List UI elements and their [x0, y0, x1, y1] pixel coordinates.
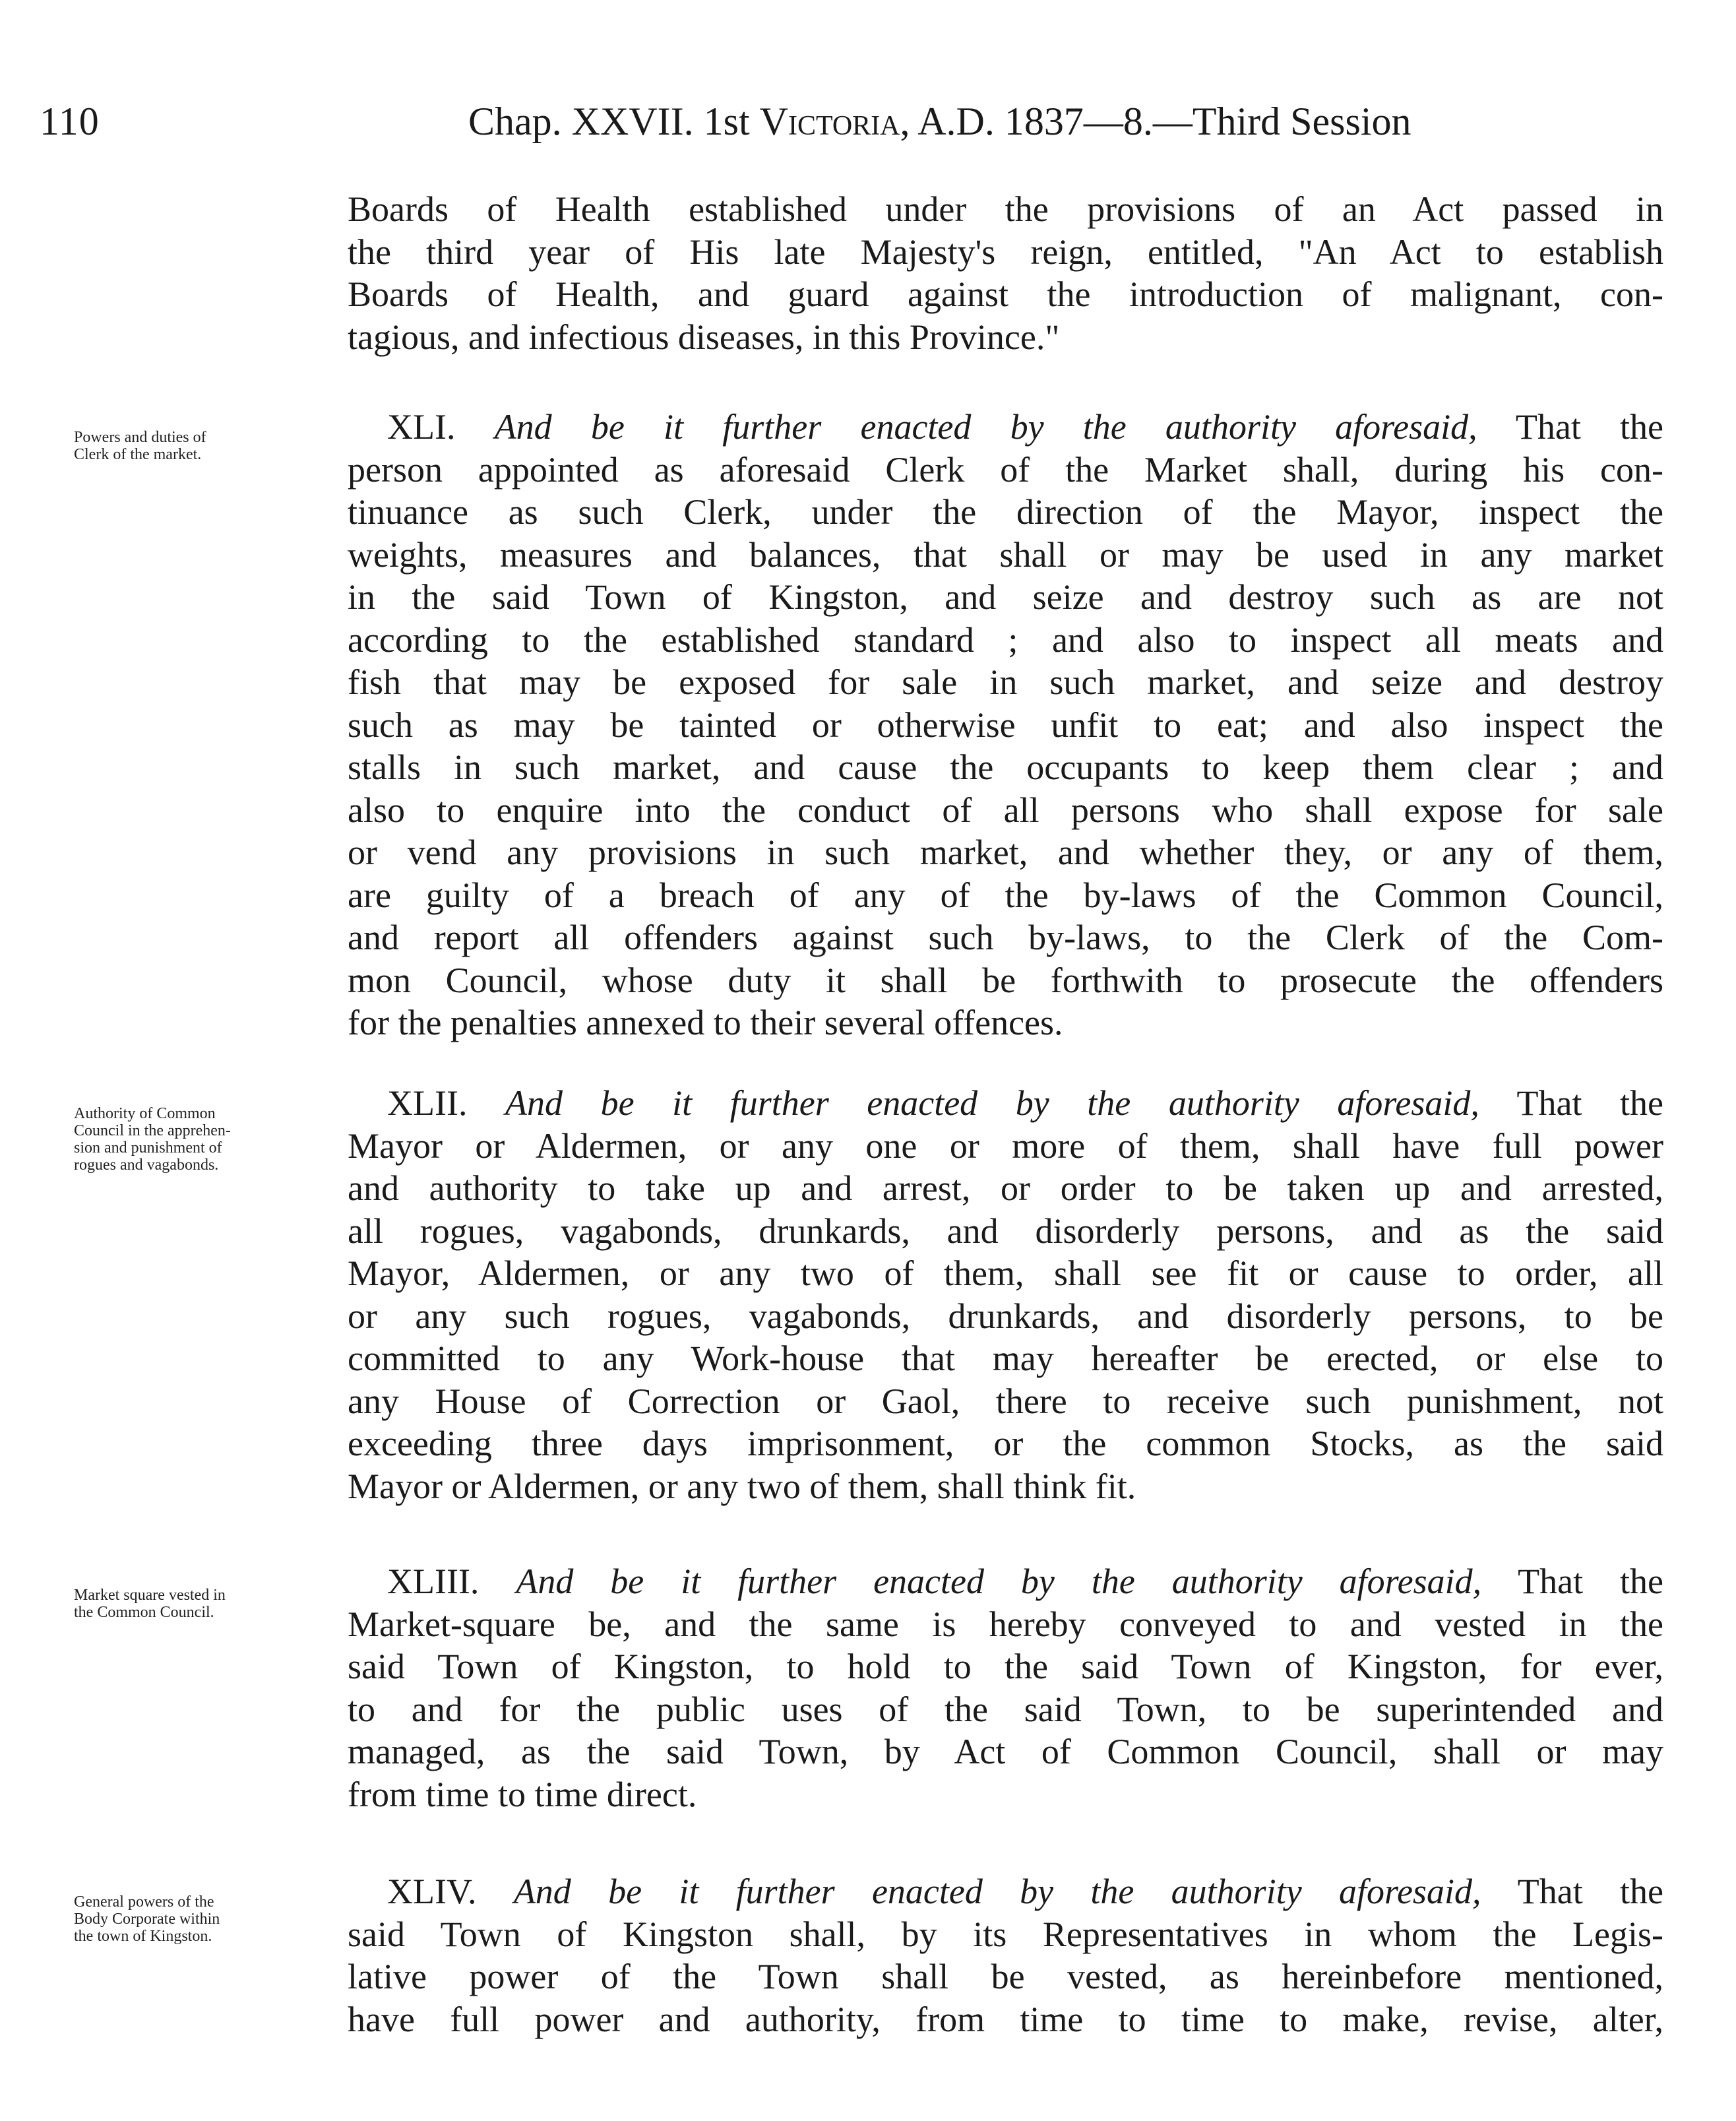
first-line-rest: That the — [1518, 1562, 1664, 1601]
first-line-rest: That the — [1515, 407, 1664, 447]
running-title — [468, 99, 1411, 144]
running-title-suffix: , A.D. 1837—8.—Third Session — [900, 100, 1411, 143]
enacting-clause: And be it further enacted by the authority aforesaid, — [516, 1562, 1482, 1601]
margin-note-line: Market square vested in — [74, 1587, 226, 1604]
text-line: person appointed as aforesaid Clerk of the Market shall, during his con- — [348, 449, 1663, 490]
text-line: any House of Correction or Gaol, there to receive such punishment, not — [348, 1381, 1663, 1421]
text-line: Mayor or Aldermen, or any one or more of them, shall have full power — [348, 1125, 1663, 1166]
text-line: said Town of Kingston, to hold to the said Town of Kingston, for ever, — [348, 1647, 1663, 1686]
text-line: Boards of Health, and guard against the introduction of malignant, con- — [348, 274, 1663, 314]
text-line: tagious, and infectious diseases, in this Province." — [348, 317, 1060, 357]
text-line: lative power of the Town shall be vested, as hereinbefore mentioned, — [348, 1957, 1663, 1996]
page-number: 110 — [40, 100, 100, 143]
section-first-line — [348, 1560, 1663, 1603]
margin-note-xliv — [74, 1893, 325, 1945]
margin-note-xli — [74, 429, 325, 463]
margin-note-line: Body Corporate within — [74, 1911, 220, 1928]
margin-note-xliii — [74, 1587, 325, 1621]
text-line: and authority to take up and arrest, or order to be taken up and arrested, — [348, 1168, 1663, 1208]
enacting-clause: And be it further enacted by the authority aforesaid, — [494, 407, 1477, 447]
text-line: have full power and authority, from time to time to make, revise, alter, — [348, 1999, 1663, 2039]
section-first-line — [348, 1870, 1663, 1913]
text-line: Market-square be, and the same is hereby conveyed to and vested in the — [348, 1604, 1663, 1644]
margin-note-line: sion and punishment of — [74, 1139, 222, 1156]
text-line: the third year of His late Majesty's reign, entitled, "An Act to establish — [348, 232, 1663, 272]
text-line: from time to time direct. — [348, 1774, 697, 1814]
section-number: XLIII. — [387, 1562, 480, 1601]
section-number: XLIV. — [387, 1872, 477, 1911]
text-line: to and for the public uses of the said Town, to be superintended and — [348, 1689, 1663, 1729]
text-line: such as may be tainted or otherwise unfit to eat; and also inspect the — [348, 705, 1663, 745]
section-xliii — [348, 1560, 1663, 1816]
margin-note-line: Authority of Common — [74, 1105, 216, 1122]
text-line: mon Council, whose duty it shall be forthwith to prosecute the offenders — [348, 960, 1663, 1000]
section-xlii — [348, 1082, 1663, 1507]
text-line: all rogues, vagabonds, drunkards, and disorderly persons, and as the said — [348, 1211, 1663, 1251]
running-title-victoria: Victoria — [759, 100, 900, 143]
margin-note-line: the town of Kingston. — [74, 1928, 212, 1945]
margin-note-line: Powers and duties of — [74, 429, 206, 446]
text-line: stalls in such market, and cause the occupants to keep them clear ; and — [348, 747, 1663, 787]
text-line: committed to any Work-house that may hereafter be erected, or else to — [348, 1339, 1663, 1378]
text-line: in the said Town of Kingston, and seize and destroy such as are not — [348, 577, 1663, 617]
text-line: managed, as the said Town, by Act of Common Council, shall or may — [348, 1732, 1663, 1771]
text-line: said Town of Kingston shall, by its Representatives in whom the Legis- — [348, 1914, 1663, 1954]
section-first-line — [348, 406, 1663, 449]
margin-note-line: rogues and vagabonds. — [74, 1156, 219, 1174]
text-line: also to enquire into the conduct of all persons who shall expose for sale — [348, 790, 1663, 830]
text-line: Boards of Health established under the provisions of an Act passed in — [348, 189, 1663, 229]
text-line: fish that may be exposed for sale in such market, and seize and destroy — [348, 662, 1663, 702]
text-line: tinuance as such Clerk, under the direction of the Mayor, inspect the — [348, 492, 1663, 532]
margin-note-xlii — [74, 1105, 325, 1174]
text-line: or vend any provisions in such market, and whether they, or any of them, — [348, 833, 1663, 872]
section-first-line — [348, 1082, 1663, 1125]
text-line: or any such rogues, vagabonds, drunkards, and disorderly persons, to be — [348, 1296, 1663, 1336]
enacting-clause: And be it further enacted by the authority aforesaid, — [513, 1872, 1481, 1911]
first-line-rest: That the — [1517, 1872, 1664, 1911]
text-line: and report all offenders against such by-laws, to the Clerk of the Com- — [348, 918, 1663, 957]
margin-note-line: Council in the apprehen- — [74, 1122, 231, 1139]
margin-note-line: Clerk of the market. — [74, 446, 202, 463]
section-xli — [348, 406, 1663, 1044]
text-line: are guilty of a breach of any of the by-laws of the Common Council, — [348, 875, 1663, 915]
first-line-rest: That the — [1516, 1083, 1664, 1123]
margin-note-line: the Common Council. — [74, 1604, 214, 1621]
enacting-clause: And be it further enacted by the authority aforesaid, — [505, 1083, 1479, 1123]
section-xliv — [348, 1870, 1663, 2041]
section-number: XLII. — [387, 1083, 468, 1123]
section-number: XLI. — [387, 407, 456, 447]
page-header — [40, 99, 1669, 165]
text-line: according to the established standard ; and also to inspect all meats and — [348, 619, 1663, 660]
intro-paragraph — [348, 188, 1663, 358]
margin-note-line: General powers of the — [74, 1893, 214, 1911]
text-line: weights, measures and balances, that shall or may be used in any market — [348, 534, 1663, 575]
text-line: Mayor or Aldermen, or any two of them, shall think fit. — [348, 1466, 1136, 1506]
running-title-prefix: Chap. XXVII. 1st — [468, 100, 760, 143]
text-line: Mayor, Aldermen, or any two of them, shall see fit or cause to order, all — [348, 1253, 1663, 1293]
text-line: exceeding three days imprisonment, or the common Stocks, as the said — [348, 1424, 1663, 1463]
text-line: for the penalties annexed to their several offences. — [348, 1003, 1063, 1042]
